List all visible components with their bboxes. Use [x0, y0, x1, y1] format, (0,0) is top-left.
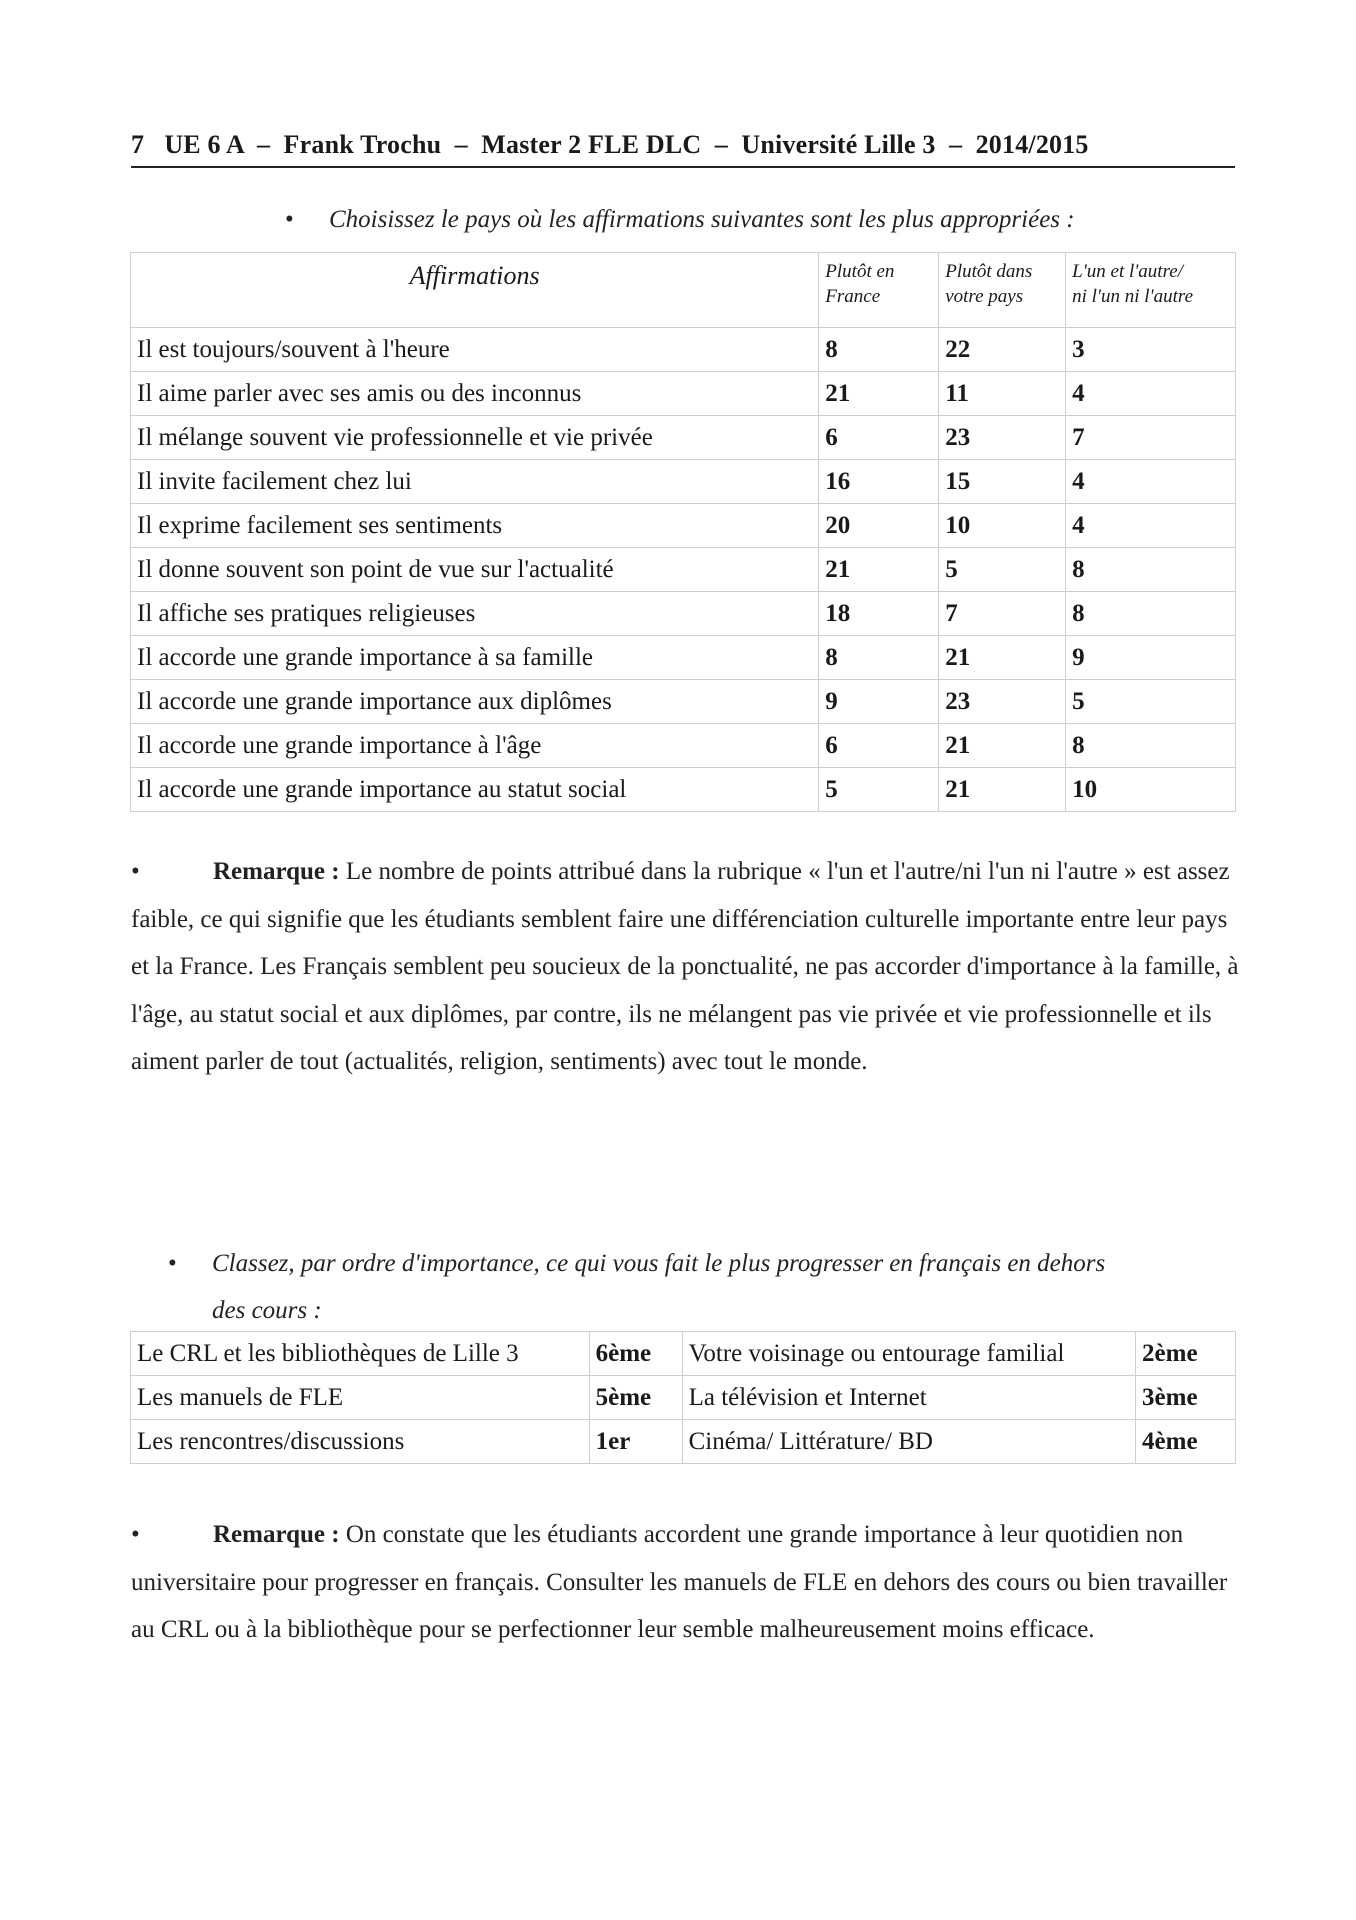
item-label: Le CRL et les bibliothèques de Lille 3 [131, 1332, 590, 1376]
table-header-row [131, 253, 1236, 328]
section1-instruction-text: Choisissez le pays où les affirmations suivantes sont les plus appropriées : [329, 206, 1075, 233]
item-label: Les rencontres/discussions [131, 1420, 590, 1464]
table-row [131, 328, 1236, 372]
value-pays: 23 [939, 680, 1066, 724]
remark-text: On constate que les étudiants accordent une grande importance à leur quotidien non universitaire pour progresser en français. Consulter les manuels de FLE en dehors des cours ou bien travailler au CRL ou à la bibliothèque pour se perfectionner leur semble malheureusement moins efficace. [131, 1521, 1228, 1643]
row-label: Il mélange souvent vie professionnelle et vie privée [131, 416, 819, 460]
remark-2 [131, 1511, 1239, 1654]
value-france: 18 [819, 592, 939, 636]
item-label: Votre voisinage ou entourage familial [682, 1332, 1135, 1376]
remark-1 [131, 848, 1239, 1086]
bullet-icon: • [168, 1250, 177, 1277]
value-pays: 21 [939, 768, 1066, 812]
value-france: 8 [819, 328, 939, 372]
author-name: Frank Trochu [283, 130, 442, 159]
value-france: 21 [819, 548, 939, 592]
header-plutot-votre-pays: Plutôt dans votre pays [939, 253, 1066, 328]
row-label: Il exprime facilement ses sentiments [131, 504, 819, 548]
value-france: 20 [819, 504, 939, 548]
page-header: 7 UE 6 A – Frank Trochu – Master 2 FLE DLC – Université Lille 3 – 2014/2015 [131, 130, 1235, 168]
table-row [131, 636, 1236, 680]
row-label: Il invite facilement chez lui [131, 460, 819, 504]
bullet-icon: • [131, 858, 140, 885]
value-lun: 9 [1066, 636, 1236, 680]
affirmations-table [130, 252, 1236, 812]
page-number: 7 [131, 130, 145, 159]
bullet-icon: • [131, 1521, 140, 1548]
table-row [131, 460, 1236, 504]
header-plutot-france: Plutôt en France [819, 253, 939, 328]
value-france: 6 [819, 724, 939, 768]
item-rank: 6ème [589, 1332, 682, 1376]
section2-instruction-line1: Classez, par ordre d'importance, ce qui vous fait le plus progresser en français en dehors [212, 1250, 1106, 1277]
header-lun-et-lautre: L'un et l'autre/ ni l'un ni l'autre [1066, 253, 1236, 328]
item-rank: 5ème [589, 1376, 682, 1420]
ranking-table [130, 1331, 1236, 1464]
value-lun: 4 [1066, 460, 1236, 504]
item-rank: 4ème [1136, 1420, 1236, 1464]
value-france: 21 [819, 372, 939, 416]
item-rank: 2ème [1136, 1332, 1236, 1376]
row-label: Il accorde une grande importance au statut social [131, 768, 819, 812]
table-row [131, 1332, 1236, 1376]
university-name: Université Lille 3 [741, 130, 936, 159]
value-pays: 21 [939, 636, 1066, 680]
table-row [131, 724, 1236, 768]
academic-year: 2014/2015 [975, 130, 1089, 159]
row-label: Il accorde une grande importance à sa famille [131, 636, 819, 680]
row-label: Il accorde une grande importance à l'âge [131, 724, 819, 768]
item-rank: 3ème [1136, 1376, 1236, 1420]
value-lun: 4 [1066, 372, 1236, 416]
remark-text: Le nombre de points attribué dans la rubrique « l'un et l'autre/ni l'un ni l'autre » est assez faible, ce qui signifie que les étudiants semblent faire une différenciation culturelle importante entre leur pays et la France. Les Français semblent peu soucieux de la ponctualité, ne pas accorder d'importance à la famille, à l'âge, au statut social et aux diplômes, par contre, ils ne mélangent pas vie privée et vie professionnelle et ils aiment parler de tout (actualités, religion, sentiments) avec tout le monde. [131, 858, 1239, 1075]
value-france: 6 [819, 416, 939, 460]
value-lun: 5 [1066, 680, 1236, 724]
section2-instruction [168, 1240, 1105, 1334]
item-label: Les manuels de FLE [131, 1376, 590, 1420]
table-row [131, 372, 1236, 416]
value-france: 5 [819, 768, 939, 812]
table-row [131, 1420, 1236, 1464]
value-lun: 8 [1066, 592, 1236, 636]
table-row [131, 680, 1236, 724]
row-label: Il affiche ses pratiques religieuses [131, 592, 819, 636]
table-row [131, 1376, 1236, 1420]
value-lun: 3 [1066, 328, 1236, 372]
value-lun: 10 [1066, 768, 1236, 812]
value-pays: 23 [939, 416, 1066, 460]
value-pays: 15 [939, 460, 1066, 504]
bullet-icon: • [285, 206, 294, 233]
row-label: Il donne souvent son point de vue sur l'actualité [131, 548, 819, 592]
table-row [131, 592, 1236, 636]
value-lun: 8 [1066, 724, 1236, 768]
row-label: Il est toujours/souvent à l'heure [131, 328, 819, 372]
table-row [131, 416, 1236, 460]
value-pays: 5 [939, 548, 1066, 592]
value-pays: 22 [939, 328, 1066, 372]
section2-instruction-line2: des cours : [212, 1297, 322, 1324]
item-label: Cinéma/ Littérature/ BD [682, 1420, 1135, 1464]
row-label: Il accorde une grande importance aux diplômes [131, 680, 819, 724]
program-name: Master 2 FLE DLC [481, 130, 702, 159]
remark-label: Remarque : [213, 1521, 340, 1548]
value-pays: 7 [939, 592, 1066, 636]
value-france: 16 [819, 460, 939, 504]
value-pays: 11 [939, 372, 1066, 416]
header-affirmations: Affirmations [131, 253, 819, 328]
table-row [131, 768, 1236, 812]
value-lun: 8 [1066, 548, 1236, 592]
row-label: Il aime parler avec ses amis ou des inconnus [131, 372, 819, 416]
table-row [131, 548, 1236, 592]
item-rank: 1er [589, 1420, 682, 1464]
value-france: 8 [819, 636, 939, 680]
value-france: 9 [819, 680, 939, 724]
remark-label: Remarque : [213, 858, 340, 885]
value-pays: 10 [939, 504, 1066, 548]
item-label: La télévision et Internet [682, 1376, 1135, 1420]
table-row [131, 504, 1236, 548]
value-pays: 21 [939, 724, 1066, 768]
section1-instruction [285, 206, 1075, 234]
value-lun: 4 [1066, 504, 1236, 548]
unit-code: UE 6 A [164, 130, 244, 159]
value-lun: 7 [1066, 416, 1236, 460]
